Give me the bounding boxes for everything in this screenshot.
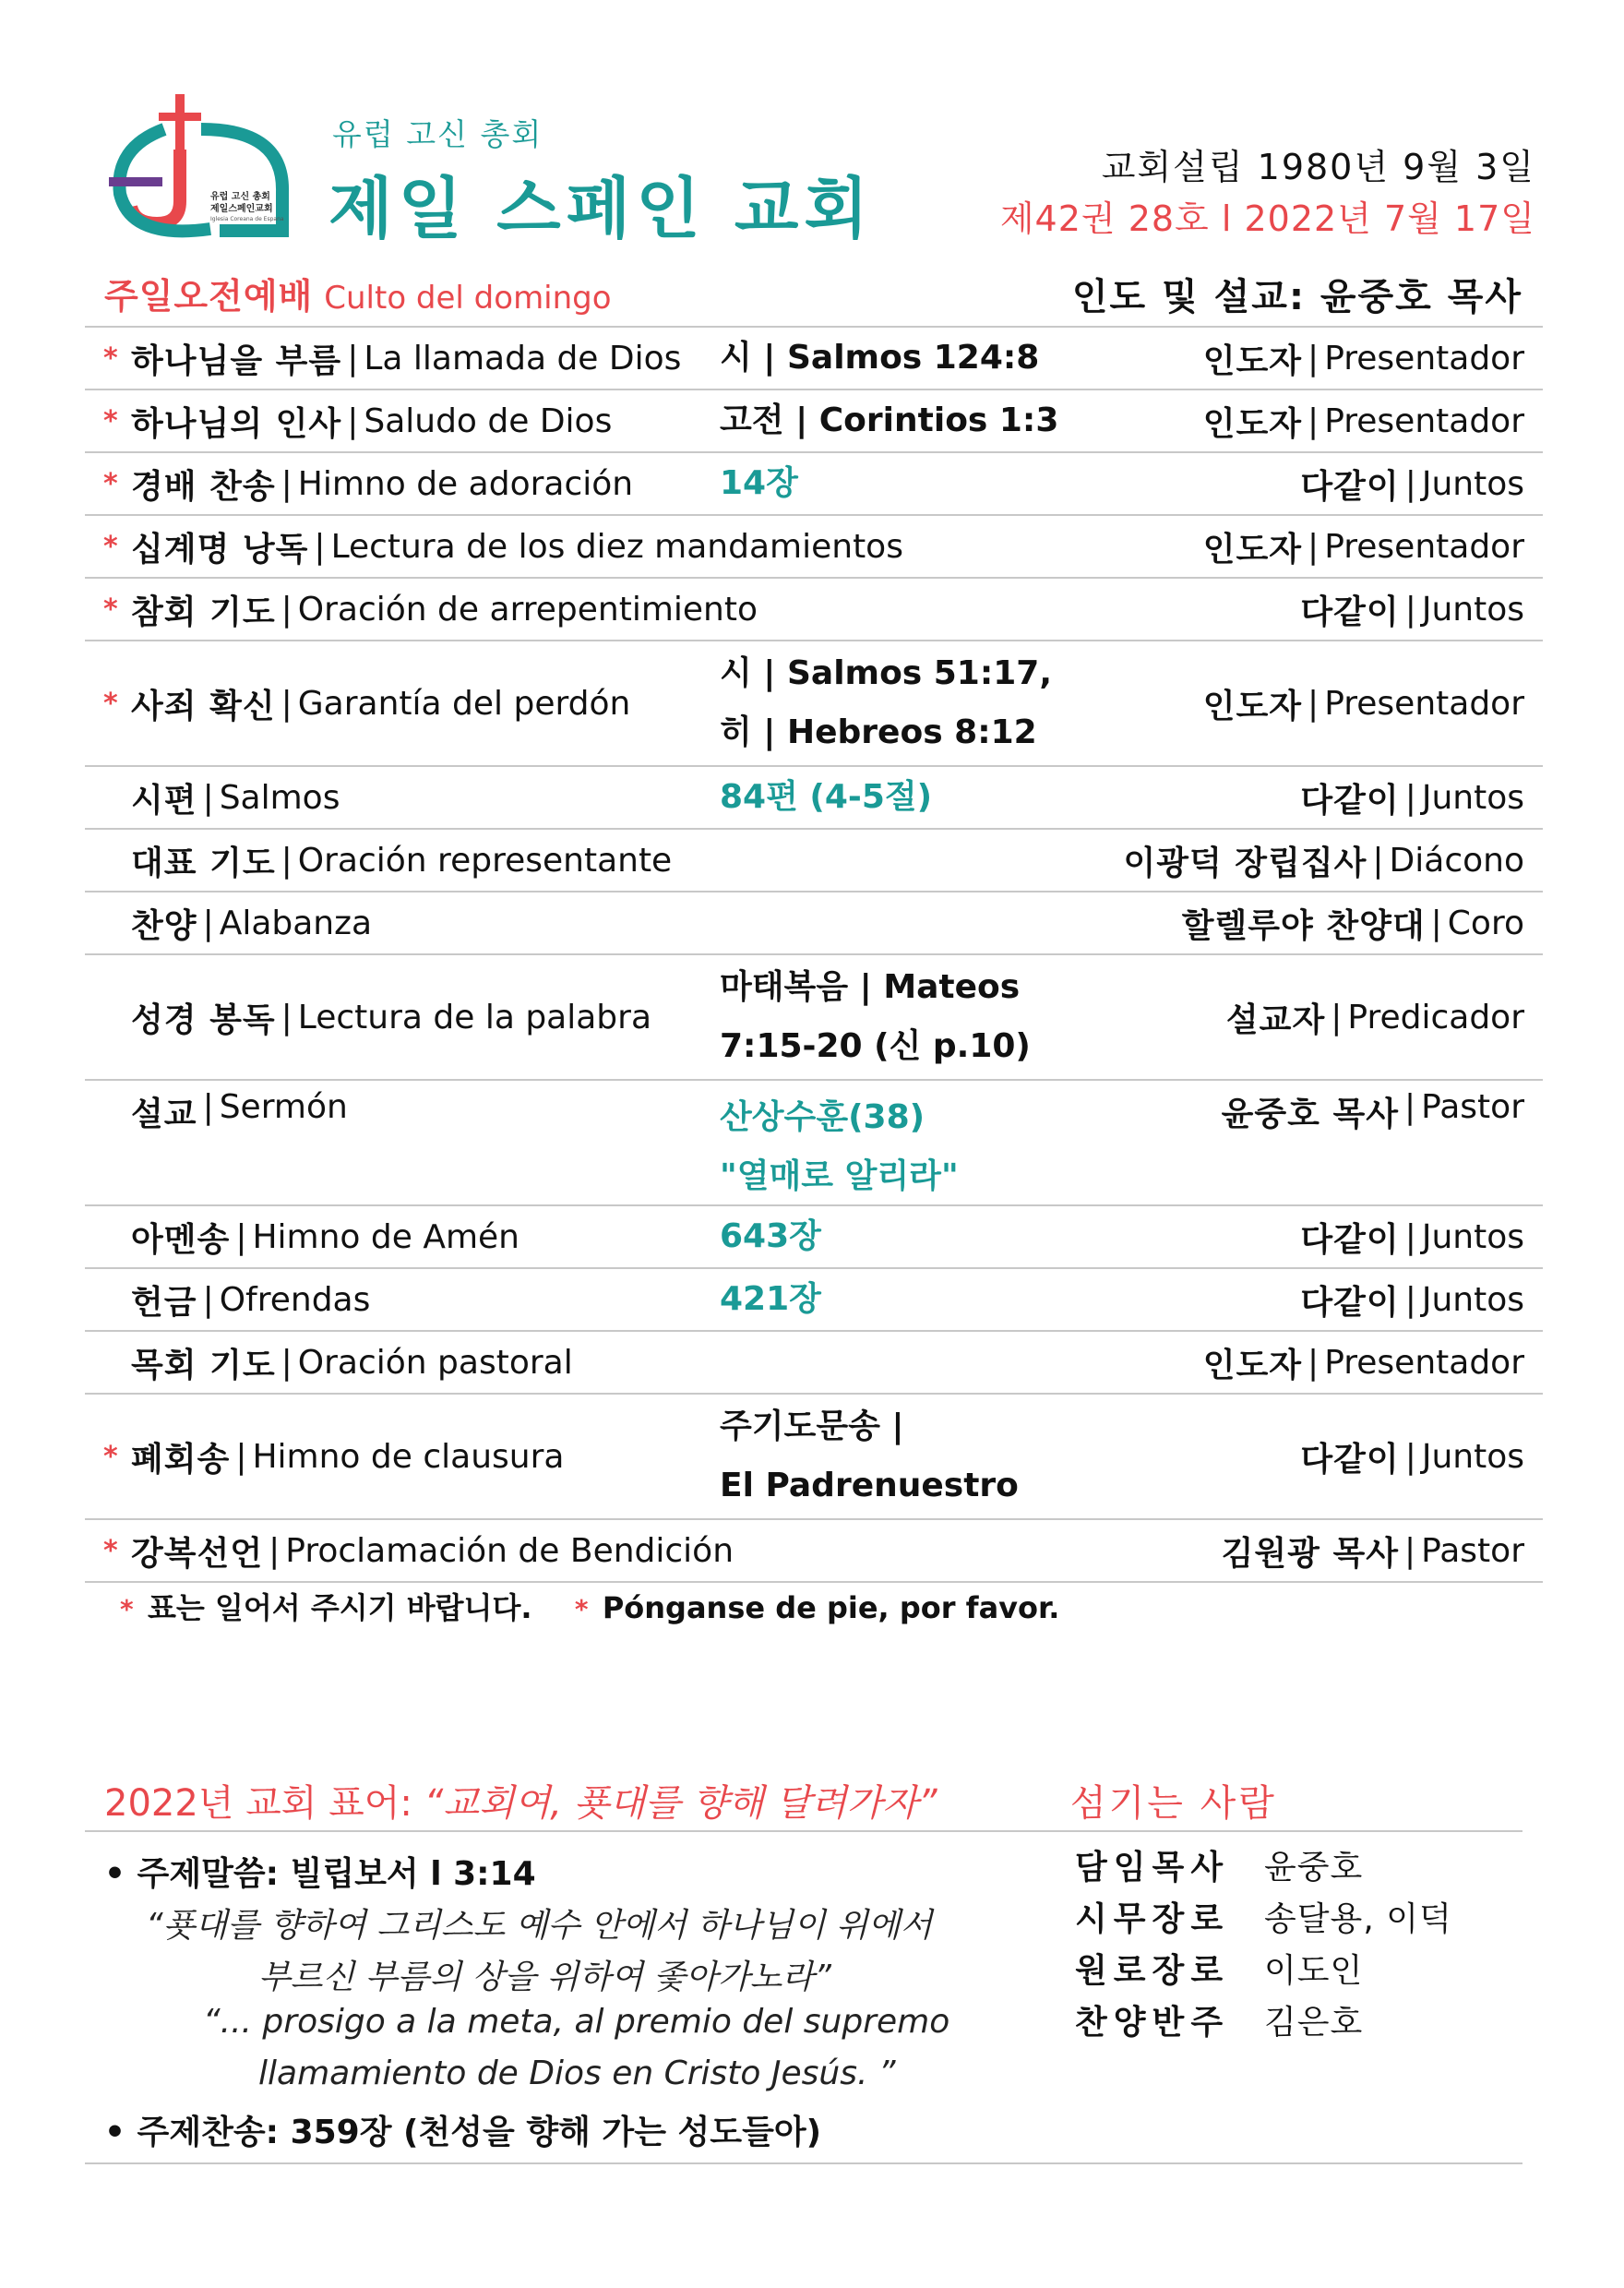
order-reference bbox=[720, 453, 798, 514]
separator: | bbox=[1404, 1437, 1416, 1476]
presenter-es: Pastor bbox=[1421, 1531, 1524, 1570]
verse-ko-1: “푯대를 향하여 그리스도 예수 안에서 하나님이 위에서 bbox=[146, 1907, 933, 1945]
separator: | bbox=[235, 1437, 247, 1476]
reference-line: 고전 | Corintios 1:3 bbox=[720, 401, 1059, 439]
order-item-ko: 하나님을 부름 bbox=[131, 341, 342, 380]
order-item-ko: 설교 bbox=[131, 1096, 197, 1133]
order-item-es: Salmos bbox=[219, 778, 340, 817]
order-item-ko: 찬양 bbox=[131, 906, 197, 945]
presenter-ko: 다같이 bbox=[1300, 1283, 1400, 1322]
presenter-es: Diácono bbox=[1389, 841, 1524, 880]
worship-title-ko: 주일오전예배 bbox=[104, 276, 314, 317]
order-item bbox=[103, 516, 903, 577]
order-item-ko: 대표 기도 bbox=[131, 844, 276, 882]
order-item-es: Lectura de la palabra bbox=[297, 998, 652, 1036]
order-item-es: La llamada de Dios bbox=[364, 339, 682, 377]
footnote-es: Pónganse de pie, por favor. bbox=[602, 1590, 1060, 1625]
order-row bbox=[85, 955, 1543, 1081]
order-item-ko: 참회 기도 bbox=[131, 593, 276, 631]
order-presenter bbox=[1222, 1520, 1524, 1581]
order-row bbox=[85, 767, 1543, 830]
order-item bbox=[103, 453, 633, 514]
star-icon: * bbox=[574, 1594, 589, 1624]
presenter-ko: 다같이 bbox=[1300, 593, 1400, 631]
order-item bbox=[103, 1269, 370, 1330]
separator: | bbox=[347, 401, 359, 440]
worship-title bbox=[104, 268, 612, 318]
reference-line: 시 | Salmos 124:8 bbox=[720, 339, 1040, 377]
separator: | bbox=[281, 684, 293, 723]
separator: | bbox=[1372, 841, 1384, 880]
presenter-ko: 김원광 목사 bbox=[1221, 1534, 1399, 1573]
motto-quote: “교회여, 푯대를 향해 달려가자” bbox=[424, 1782, 937, 1825]
reference-line: 히 | Hebreos 8:12 bbox=[720, 713, 1037, 751]
server-name: 이도인 bbox=[1264, 1952, 1364, 1990]
order-reference bbox=[720, 1395, 1019, 1518]
order-presenter bbox=[1123, 830, 1524, 891]
star-icon: * bbox=[103, 404, 118, 437]
order-presenter bbox=[1203, 1332, 1524, 1393]
order-presenter bbox=[1222, 1081, 1524, 1204]
presenter-es: Predicador bbox=[1347, 998, 1524, 1036]
separator: | bbox=[202, 904, 214, 942]
footnote bbox=[120, 1585, 1059, 1627]
footnote-ko: 표는 일어서 주시기 바랍니다. bbox=[148, 1590, 532, 1625]
presenter-ko: 할렐루야 찬양대 bbox=[1181, 906, 1426, 945]
star-icon: * bbox=[120, 1594, 134, 1624]
order-item-ko: 하나님의 인사 bbox=[131, 404, 342, 443]
order-item bbox=[103, 328, 681, 389]
presenter-ko: 다같이 bbox=[1300, 1440, 1400, 1479]
motto-label: 2022년 교회 표어: bbox=[104, 1782, 424, 1825]
reference-line: "열매로 알리라" bbox=[720, 1157, 959, 1195]
order-item-ko: 헌금 bbox=[131, 1283, 197, 1322]
reference-line: 7:15-20 (신 p.10) bbox=[720, 1027, 1031, 1065]
order-row bbox=[85, 1081, 1543, 1206]
separator: | bbox=[1308, 1343, 1320, 1382]
separator: | bbox=[1404, 590, 1416, 629]
presenter-es: Juntos bbox=[1421, 590, 1524, 629]
order-item-es: Himno de clausura bbox=[252, 1437, 565, 1476]
separator: | bbox=[1404, 778, 1416, 817]
reference-line: 84편 (4-5절) bbox=[720, 778, 933, 816]
presenter-es: Presentador bbox=[1324, 1343, 1524, 1382]
presenter-ko: 인도자 bbox=[1202, 341, 1303, 380]
separator: | bbox=[347, 339, 359, 377]
theme-hymn: • 주제찬송: 359장 (천성을 향해 가는 성도들아) bbox=[104, 2114, 822, 2151]
reference-line: 주기도문송 | bbox=[720, 1408, 904, 1445]
reference-line: 마태복음 | Mateos bbox=[720, 968, 1021, 1006]
order-row bbox=[85, 390, 1543, 453]
separator: | bbox=[1308, 401, 1320, 440]
star-icon: * bbox=[103, 341, 118, 375]
order-row bbox=[85, 641, 1543, 767]
order-item bbox=[103, 579, 758, 640]
order-presenter bbox=[1300, 767, 1524, 828]
separator: | bbox=[202, 778, 214, 817]
presenter-es: Coro bbox=[1447, 904, 1524, 942]
order-row bbox=[85, 328, 1543, 390]
order-presenter bbox=[1203, 390, 1524, 451]
presenter-ko: 이광덕 장립집사 bbox=[1123, 844, 1367, 882]
church-motto bbox=[104, 1774, 937, 1827]
order-row bbox=[85, 1206, 1543, 1269]
presenter-ko: 설교자 bbox=[1225, 1000, 1326, 1039]
presenter-es: Juntos bbox=[1421, 464, 1524, 503]
presenter-es: Juntos bbox=[1421, 1280, 1524, 1319]
order-row bbox=[85, 1520, 1543, 1583]
order-item bbox=[103, 1206, 519, 1267]
order-row bbox=[85, 892, 1543, 955]
server-name: 윤중호 bbox=[1264, 1849, 1364, 1887]
reference-line: 421장 bbox=[720, 1280, 821, 1318]
star-icon: * bbox=[103, 530, 118, 563]
presenter-ko: 다같이 bbox=[1300, 467, 1400, 506]
order-item-es: Oración pastoral bbox=[297, 1343, 573, 1382]
order-row bbox=[85, 516, 1543, 579]
order-presenter bbox=[1300, 1206, 1524, 1267]
presenter-es: Pastor bbox=[1421, 1088, 1524, 1126]
order-item-ko: 경배 찬송 bbox=[131, 467, 276, 506]
order-reference bbox=[720, 390, 1058, 451]
order-item-es: Himno de Amén bbox=[252, 1217, 519, 1256]
verse-es-2: llamamiento de Dios en Cristo Jesús. ” bbox=[258, 2054, 896, 2092]
divider bbox=[85, 1830, 1522, 1832]
separator: | bbox=[1308, 684, 1320, 723]
order-item-ko: 폐회송 bbox=[131, 1440, 231, 1479]
separator: | bbox=[314, 527, 326, 566]
presenter-es: Presentador bbox=[1324, 401, 1524, 440]
order-presenter bbox=[1203, 516, 1524, 577]
reference-line: 시 | Salmos 51:17, bbox=[720, 654, 1053, 692]
order-presenter bbox=[1300, 1395, 1524, 1518]
church-name: 제일 스페인 교회 bbox=[328, 170, 874, 247]
order-item-ko: 목회 기도 bbox=[131, 1346, 276, 1384]
server-role: 찬양반주 bbox=[1075, 2004, 1230, 2042]
separator: | bbox=[281, 1343, 293, 1382]
church-logo bbox=[109, 92, 293, 245]
order-presenter bbox=[1182, 892, 1524, 953]
theme-hymn-text: 주제찬송: 359장 (천성을 향해 가는 성도들아) bbox=[137, 2114, 822, 2151]
order-item-es: Alabanza bbox=[219, 904, 373, 942]
reference-line: 산상수훈(38) bbox=[720, 1098, 925, 1136]
reference-line: 643장 bbox=[720, 1217, 821, 1255]
order-item-es: Sermón bbox=[219, 1088, 348, 1126]
order-row bbox=[85, 830, 1543, 892]
order-presenter bbox=[1203, 328, 1524, 389]
order-item-es: Saludo de Dios bbox=[364, 401, 613, 440]
server-name: 송달용, 이덕 bbox=[1264, 1900, 1452, 1938]
server-name: 김은호 bbox=[1264, 2004, 1364, 2042]
theme-verse-text: 주제말씀: 빌립보서 l 3:14 bbox=[137, 1855, 536, 1893]
issue-info: 제42권 28호 l 2022년 7월 17일 bbox=[999, 198, 1535, 239]
order-item bbox=[103, 1520, 734, 1581]
presenter-es: Presentador bbox=[1324, 339, 1524, 377]
order-item-es: Proclamación de Bendición bbox=[285, 1531, 734, 1570]
presenter-ko: 인도자 bbox=[1202, 530, 1303, 569]
presenter-ko: 다같이 bbox=[1300, 1220, 1400, 1259]
star-icon: * bbox=[103, 593, 118, 626]
presenter-ko: 인도자 bbox=[1202, 687, 1303, 725]
separator: | bbox=[1430, 904, 1442, 942]
separator: | bbox=[1331, 998, 1343, 1036]
star-icon: * bbox=[103, 687, 118, 720]
order-item bbox=[103, 641, 630, 765]
reference-line: 14장 bbox=[720, 464, 798, 502]
order-item bbox=[103, 892, 372, 953]
star-icon: * bbox=[103, 467, 118, 500]
logo-text-2: 제일스페인교회 bbox=[210, 204, 273, 214]
order-item-es: Garantía del perdón bbox=[297, 684, 631, 723]
separator: | bbox=[1404, 1531, 1416, 1570]
order-item bbox=[103, 767, 340, 828]
server-role: 원로장로 bbox=[1075, 1952, 1230, 1990]
separator: | bbox=[235, 1217, 247, 1256]
separator: | bbox=[202, 1280, 214, 1319]
order-of-worship bbox=[85, 326, 1543, 1583]
theme-verse-label: • 주제말씀: 빌립보서 l 3:14 bbox=[104, 1855, 536, 1893]
separator: | bbox=[281, 998, 293, 1036]
separator: | bbox=[281, 841, 293, 880]
star-icon: * bbox=[103, 1534, 118, 1567]
order-row bbox=[85, 1332, 1543, 1395]
order-item-ko: 십계명 낭독 bbox=[131, 530, 309, 569]
order-item-es: Oración de arrepentimiento bbox=[297, 590, 758, 629]
order-presenter bbox=[1300, 1269, 1524, 1330]
order-reference bbox=[720, 641, 1052, 765]
separator: | bbox=[269, 1531, 281, 1570]
separator: | bbox=[1404, 1217, 1416, 1256]
separator: | bbox=[281, 590, 293, 629]
servers-title: 섬기는 사람 bbox=[1070, 1782, 1277, 1825]
order-row bbox=[85, 1269, 1543, 1332]
separator: | bbox=[1404, 1088, 1416, 1126]
order-presenter bbox=[1203, 641, 1524, 765]
order-item-ko: 강복선언 bbox=[131, 1534, 264, 1573]
order-item-ko: 사죄 확신 bbox=[131, 687, 276, 725]
order-presenter bbox=[1300, 579, 1524, 640]
logo-subtext: Iglesia Coreana de Espana bbox=[210, 216, 284, 222]
order-reference bbox=[720, 328, 1039, 389]
order-row bbox=[85, 453, 1543, 516]
presenter-es: Presentador bbox=[1324, 527, 1524, 566]
server-role: 담임목사 bbox=[1075, 1849, 1230, 1887]
separator: | bbox=[281, 464, 293, 503]
order-item-ko: 시편 bbox=[131, 781, 197, 820]
presenter-es: Juntos bbox=[1421, 1217, 1524, 1256]
separator: | bbox=[202, 1088, 214, 1126]
order-presenter bbox=[1300, 453, 1524, 514]
order-item-ko: 아멘송 bbox=[131, 1220, 231, 1259]
order-reference bbox=[720, 1269, 821, 1330]
order-item-es: Lectura de los diez mandamientos bbox=[330, 527, 903, 566]
reference-line: El Padrenuestro bbox=[720, 1467, 1019, 1504]
presenter-ko: 인도자 bbox=[1202, 1346, 1303, 1384]
presenter-ko: 인도자 bbox=[1202, 404, 1303, 443]
presenter-ko: 다같이 bbox=[1300, 781, 1400, 820]
presenter-es: Presentador bbox=[1324, 684, 1524, 723]
order-item bbox=[103, 390, 612, 451]
order-item bbox=[103, 830, 672, 891]
order-item-es: Oración representante bbox=[297, 841, 673, 880]
order-item bbox=[103, 955, 651, 1079]
presenter-es: Juntos bbox=[1421, 1437, 1524, 1476]
order-item bbox=[103, 1081, 348, 1204]
presenter-ko: 윤중호 목사 bbox=[1221, 1096, 1399, 1133]
order-item-ko: 성경 봉독 bbox=[131, 1000, 276, 1039]
worship-leader: 인도 및 설교: 윤중호 목사 bbox=[1071, 276, 1522, 318]
order-item bbox=[103, 1395, 564, 1518]
star-icon: * bbox=[103, 1440, 118, 1473]
denomination: 유럽 고신 총회 bbox=[332, 116, 543, 152]
order-item bbox=[103, 1332, 573, 1393]
server-role: 시무장로 bbox=[1075, 1900, 1230, 1938]
presenter-es: Juntos bbox=[1421, 778, 1524, 817]
separator: | bbox=[1404, 464, 1416, 503]
divider bbox=[85, 2162, 1522, 2164]
order-row bbox=[85, 1395, 1543, 1520]
verse-ko-2: 부르신 부름의 상을 위하여 좇아가노라” bbox=[258, 1959, 831, 1996]
order-item-es: Himno de adoración bbox=[297, 464, 634, 503]
order-reference bbox=[720, 1081, 959, 1204]
logo-text-1: 유럽 고신 총회 bbox=[210, 192, 270, 202]
order-reference bbox=[720, 767, 932, 828]
order-reference bbox=[720, 1206, 821, 1267]
separator: | bbox=[1308, 339, 1320, 377]
order-row bbox=[85, 579, 1543, 641]
order-reference bbox=[720, 955, 1031, 1079]
order-presenter bbox=[1226, 955, 1524, 1079]
separator: | bbox=[1404, 1280, 1416, 1319]
verse-es-1: “... prosigo a la meta, al premio del supremo bbox=[203, 2003, 950, 2041]
founded-date: 교회설립 1980년 9월 3일 bbox=[1101, 147, 1535, 187]
order-item-es: Ofrendas bbox=[219, 1280, 371, 1319]
separator: | bbox=[1308, 527, 1320, 566]
worship-title-es: Culto del domingo bbox=[324, 280, 612, 317]
